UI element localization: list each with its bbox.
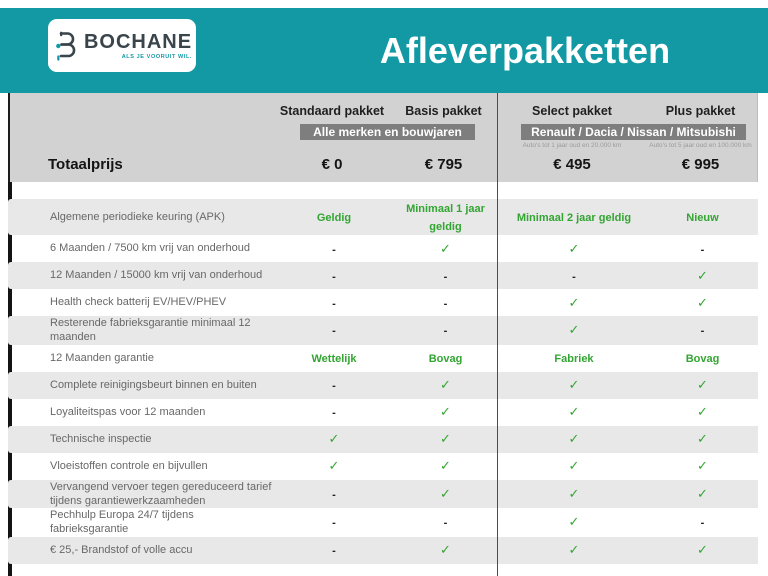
table-row	[8, 316, 758, 345]
row-value	[647, 376, 758, 394]
page-title: Afleverpakketten	[379, 29, 671, 71]
row-value	[390, 376, 501, 394]
row-value	[501, 208, 647, 226]
row-value	[390, 240, 501, 258]
table-row	[8, 426, 758, 453]
row-value	[278, 485, 390, 503]
dash-icon: -	[443, 270, 448, 283]
dash-icon: -	[332, 270, 336, 283]
price-plus: € 995	[681, 155, 720, 173]
banner-all-brands: Alle merken en bouwjaren	[300, 124, 475, 140]
row-label: Algemene periodieke keuring (APK)	[50, 210, 225, 223]
bochane-logo-icon	[52, 30, 78, 62]
dash-icon: -	[443, 297, 448, 310]
check-icon: ✓	[568, 485, 580, 501]
row-value	[390, 403, 501, 421]
row-value	[278, 294, 390, 312]
row-label: Pechhulp Europa 24/7 tijdens fabrieksgarantie	[50, 509, 194, 536]
check-icon: ✓	[568, 514, 580, 530]
check-icon: ✓	[328, 431, 340, 447]
check-icon: ✓	[697, 458, 708, 474]
check-icon: ✓	[440, 377, 451, 393]
dash-icon: -	[332, 407, 336, 420]
row-value	[501, 485, 647, 503]
subtitle-plus: Auto's tot 5 jaar oud en 100.000 km	[649, 142, 752, 149]
row-label: Complete reinigingsbeurt binnen en buiten	[50, 378, 257, 391]
bochane-logo	[48, 19, 196, 72]
check-icon: ✓	[440, 542, 451, 558]
check-icon: ✓	[440, 458, 451, 474]
row-value	[390, 267, 501, 285]
check-icon: ✓	[697, 431, 708, 447]
dash-icon: -	[700, 243, 705, 256]
value-text: Minimaal 1 jaar geldig	[406, 203, 485, 233]
dash-icon: -	[443, 517, 448, 530]
brand-banners-row	[10, 123, 757, 140]
check-icon: ✓	[440, 485, 451, 501]
check-icon: ✓	[568, 431, 580, 447]
column-header-select: Select pakket	[532, 104, 612, 118]
check-icon: ✓	[440, 240, 451, 256]
check-icon: ✓	[568, 322, 580, 338]
price-standaard: € 0	[321, 155, 343, 173]
row-value	[647, 294, 758, 312]
column-headers-row	[10, 101, 757, 121]
row-value	[278, 513, 390, 531]
column-group-divider	[497, 93, 498, 576]
dash-icon: -	[332, 325, 336, 338]
row-value	[501, 240, 647, 258]
header-bar	[0, 8, 768, 93]
table-row	[12, 345, 758, 372]
row-label: € 25,- Brandstof of volle accu	[50, 544, 193, 557]
row-label: 6 Maanden / 7500 km vrij van onderhoud	[50, 242, 250, 255]
value-text: Geldig	[316, 212, 352, 224]
table-row	[12, 289, 758, 316]
row-label: 12 Maanden / 15000 km vrij van onderhoud	[50, 269, 263, 282]
brand-tagline: ALS JE VOORUIT WIL.	[121, 53, 193, 60]
table-row	[8, 480, 758, 509]
row-value	[390, 430, 501, 448]
table-body	[8, 182, 758, 576]
table-header	[8, 93, 758, 182]
row-value	[390, 321, 501, 339]
row-value	[647, 208, 758, 226]
prices-row	[10, 153, 757, 175]
row-value	[278, 349, 390, 367]
brand-name: BOCHANE	[83, 30, 193, 53]
check-icon: ✓	[697, 485, 708, 501]
check-icon: ✓	[697, 294, 708, 310]
table-row	[12, 235, 758, 262]
dash-icon: -	[332, 517, 336, 530]
check-icon: ✓	[440, 404, 451, 420]
row-value	[647, 267, 758, 285]
row-value	[501, 430, 647, 448]
column-subtitles-row	[10, 140, 757, 151]
row-value	[647, 457, 758, 475]
dash-icon: -	[332, 380, 336, 393]
row-value	[278, 403, 390, 421]
row-label: Health check batterij EV/HEV/PHEV	[50, 296, 227, 309]
check-icon: ✓	[568, 377, 580, 393]
table-row	[8, 199, 758, 235]
check-icon: ✓	[568, 542, 580, 558]
dash-icon: -	[332, 243, 336, 256]
row-value	[501, 403, 647, 421]
value-text: Bovag	[685, 353, 720, 366]
row-value	[501, 321, 647, 339]
check-icon: ✓	[568, 458, 580, 474]
row-value	[278, 457, 390, 475]
table-row	[12, 399, 758, 426]
table-row	[8, 372, 758, 399]
value-text: Wettelijk	[311, 353, 357, 366]
banner-renault-group: Renault / Dacia / Nissan / Mitsubishi	[521, 124, 746, 140]
column-header-plus: Plus pakket	[665, 104, 736, 118]
table-row	[8, 537, 758, 564]
dash-icon: -	[332, 545, 336, 558]
row-value	[278, 267, 390, 285]
row-value	[278, 376, 390, 394]
row-value	[647, 240, 758, 258]
price-basis: € 795	[424, 155, 463, 173]
dash-icon: -	[332, 488, 336, 501]
column-header-standaard: Standaard pakket	[279, 104, 385, 118]
check-icon: ✓	[568, 404, 580, 420]
total-price-label: Totaalprijs	[48, 155, 123, 173]
row-label: Vloeistoffen controle en bijvullen	[50, 459, 208, 472]
row-value	[390, 485, 501, 503]
row-label: 12 Maanden garantie	[50, 351, 154, 364]
row-value	[501, 349, 647, 367]
row-value	[647, 541, 758, 559]
row-label: Technische inspectie	[50, 432, 152, 445]
brand-text	[84, 32, 192, 60]
row-value	[390, 457, 501, 475]
row-value	[278, 208, 390, 226]
row-value	[390, 513, 501, 531]
table-row	[12, 453, 758, 480]
dash-icon: -	[332, 297, 336, 310]
row-value	[501, 267, 647, 285]
row-value	[501, 513, 647, 531]
subtitle-select: Auto's tot 1 jaar oud en 20.000 km	[522, 142, 622, 149]
check-icon: ✓	[697, 377, 708, 393]
row-value	[647, 403, 758, 421]
check-icon: ✓	[697, 542, 708, 558]
check-icon: ✓	[440, 431, 451, 447]
check-icon: ✓	[328, 458, 340, 474]
row-value	[501, 376, 647, 394]
dash-icon: -	[700, 517, 705, 530]
row-value	[278, 321, 390, 339]
row-value	[647, 485, 758, 503]
row-label: Resterende fabrieksgarantie minimaal 12 maanden	[50, 317, 251, 344]
check-icon: ✓	[697, 404, 708, 420]
row-value	[278, 430, 390, 448]
check-icon: ✓	[568, 240, 580, 256]
value-text: Minimaal 2 jaar geldig	[516, 212, 632, 224]
row-value	[278, 240, 390, 258]
row-value	[278, 541, 390, 559]
row-value	[647, 430, 758, 448]
dash-icon: -	[443, 325, 448, 338]
row-value	[647, 321, 758, 339]
row-value	[647, 349, 758, 367]
value-text: Fabriek	[554, 353, 594, 366]
table-row	[12, 508, 758, 537]
value-text: Nieuw	[686, 212, 719, 224]
row-value	[390, 541, 501, 559]
row-value	[390, 349, 501, 367]
value-text: Bovag	[428, 353, 463, 366]
row-value	[390, 199, 501, 235]
row-value	[501, 457, 647, 475]
row-label: Vervangend vervoer tegen gereduceerd tarief tijdens garantiewerkzaamheden	[50, 480, 272, 507]
row-value	[501, 541, 647, 559]
row-value	[390, 294, 501, 312]
row-label: Loyaliteitspas voor 12 maanden	[50, 405, 206, 418]
price-select: € 495	[553, 155, 591, 173]
dash-icon: -	[700, 325, 705, 338]
row-value	[501, 294, 647, 312]
pricing-table	[8, 93, 758, 576]
table-row	[8, 262, 758, 289]
check-icon: ✓	[697, 267, 708, 283]
check-icon: ✓	[568, 294, 580, 310]
column-header-basis: Basis pakket	[405, 104, 482, 118]
dash-icon: -	[572, 270, 576, 283]
row-value	[647, 513, 758, 531]
